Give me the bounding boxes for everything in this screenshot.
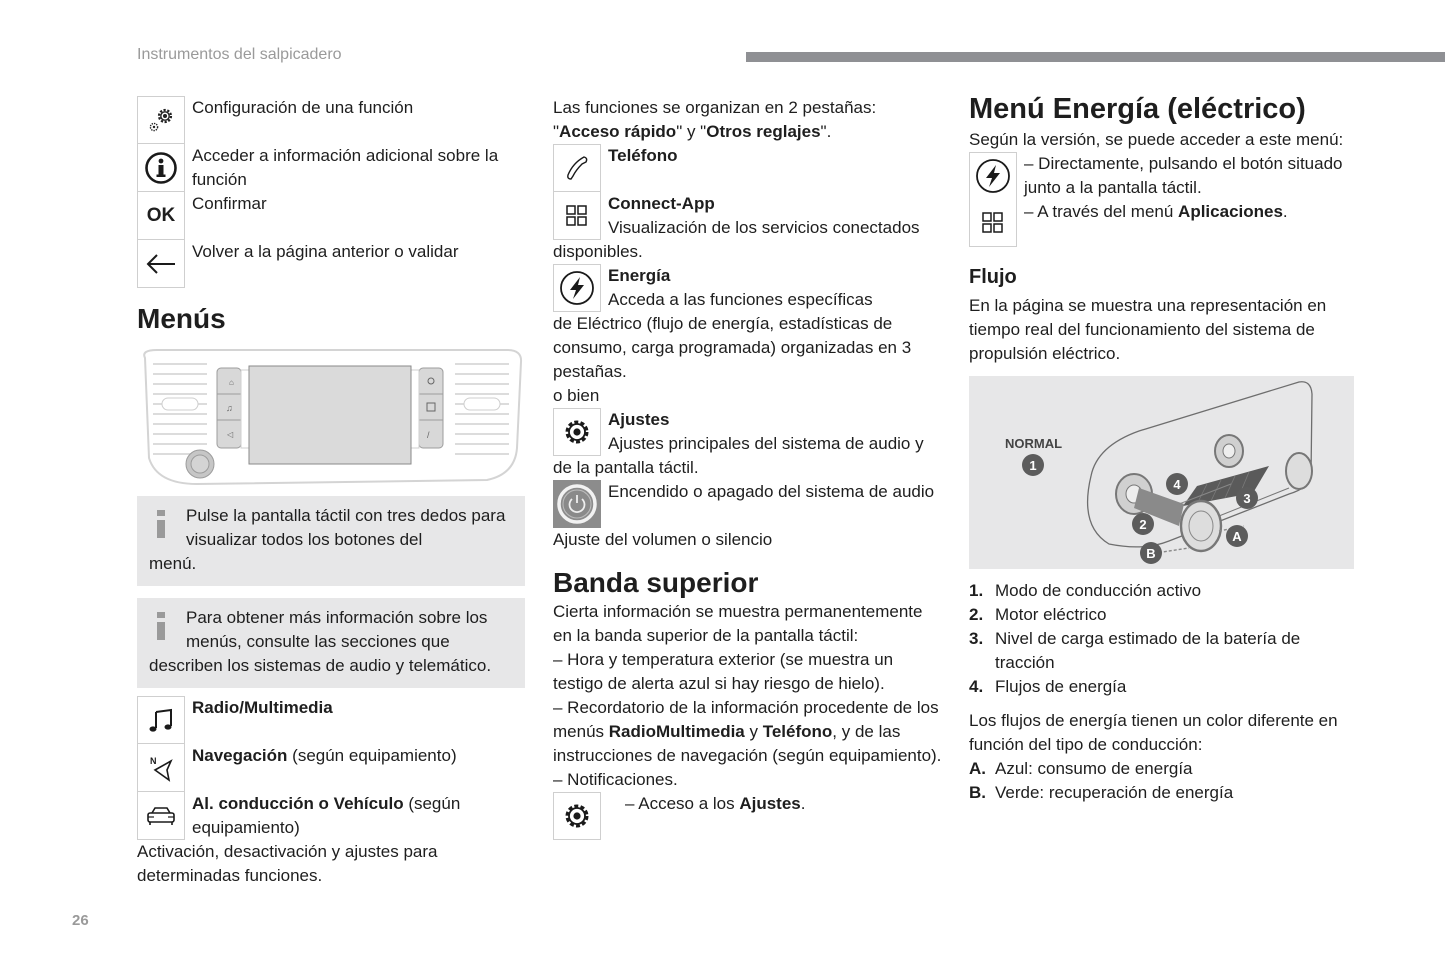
menu-item-vehicle bbox=[137, 792, 525, 840]
info-icon bbox=[137, 144, 185, 192]
diagram-legend-numbered bbox=[969, 579, 1359, 699]
svg-text:B: B bbox=[1146, 546, 1156, 561]
or-text: o bien bbox=[553, 386, 600, 405]
legend-item: 2. Motor eléctrico bbox=[969, 605, 1107, 624]
settings-gear-icon bbox=[553, 792, 601, 840]
power-button-icon bbox=[553, 480, 601, 528]
volume-description: Ajuste del volumen o silencio bbox=[553, 530, 773, 549]
ajustes-title: Ajustes bbox=[608, 410, 670, 429]
ajustes-description-continued: de la pantalla táctil. bbox=[553, 458, 699, 477]
tabs-names: "Acceso rápido" y "Otros reglajes". bbox=[553, 122, 832, 141]
energy-bolt-icon bbox=[553, 264, 601, 312]
menu-item-label: Navegación (según equipamiento) bbox=[192, 746, 457, 765]
energy-flow-diagram bbox=[969, 376, 1354, 569]
info-note-icon bbox=[157, 612, 165, 642]
legend-item: 4. Flujos de energía bbox=[969, 677, 1127, 696]
ok-label: OK bbox=[146, 204, 176, 226]
note-text: Pulse la pantalla táctil con tres dedos para visualizar todos los botones del bbox=[186, 506, 506, 549]
note-box bbox=[137, 496, 525, 586]
driving-mode-label: NORMAL bbox=[1005, 436, 1063, 451]
svg-text:◁: ◁ bbox=[227, 430, 234, 439]
svg-text:⌂: ⌂ bbox=[229, 378, 234, 387]
menu-item-navigation bbox=[137, 744, 525, 792]
banda-item: – Hora y temperatura exterior (se muestra un testigo de alerta azul si hay riesgo de hielo). bbox=[553, 650, 894, 693]
icon-legend-item bbox=[137, 192, 525, 240]
flujo-heading: Flujo bbox=[969, 266, 1017, 288]
energia-menu-heading: Menú Energía (eléctrico) bbox=[969, 93, 1306, 125]
ok-icon bbox=[137, 192, 185, 240]
banda-item-ajustes bbox=[553, 792, 945, 840]
function-energia bbox=[553, 264, 945, 312]
diagram-legend-lettered bbox=[969, 757, 1359, 805]
note-text: Para obtener más información sobre los menús, consulte las secciones que bbox=[186, 608, 488, 651]
back-arrow-icon bbox=[137, 240, 185, 288]
svg-text:2: 2 bbox=[1139, 517, 1147, 532]
energia-description: Acceda a las funciones específicas bbox=[608, 290, 873, 309]
access-apps: – A través del menú Aplicaciones. bbox=[1024, 202, 1288, 221]
svg-text:4: 4 bbox=[1173, 477, 1181, 492]
header-bar bbox=[746, 52, 1445, 62]
ok-description: Confirmar bbox=[192, 194, 267, 213]
settings-gear-icon bbox=[553, 408, 601, 456]
svg-text:♫: ♫ bbox=[226, 403, 233, 413]
banda-ajustes-text: – Acceso a los Ajustes. bbox=[625, 794, 806, 813]
svg-text:N: N bbox=[150, 755, 157, 766]
note-box bbox=[137, 598, 525, 688]
flow-colors-intro: Los flujos de energía tienen un color diferente en función del tipo de conducción: bbox=[969, 711, 1338, 754]
function-ajustes bbox=[553, 408, 945, 456]
function-power bbox=[553, 480, 945, 528]
power-description: Encendido o apagado del sistema de audio bbox=[608, 482, 935, 501]
svg-text:A: A bbox=[1232, 529, 1242, 544]
energia-title: Energía bbox=[608, 266, 671, 285]
energia-menu-intro: Según la versión, se puede acceder a este menú: bbox=[969, 130, 1344, 149]
column-3 bbox=[969, 92, 1359, 805]
gears-icon bbox=[137, 96, 185, 144]
icon-legend bbox=[137, 96, 525, 288]
banda-item: – Recordatorio de la información procedente de los menús RadioMultimedia y Teléfono, y de las instrucciones de navegación (según equipamiento). bbox=[553, 698, 942, 765]
gears-description: Configuración de una función bbox=[192, 98, 414, 117]
energia-description-continued: de Eléctrico (flujo de energía, estadísticas de consumo, carga programada) organizadas en 3 pestañas. bbox=[553, 314, 912, 381]
page-number: 26 bbox=[72, 912, 89, 929]
legend-item: B. Verde: recuperación de energía bbox=[969, 783, 1234, 802]
column-2 bbox=[553, 96, 945, 840]
dashboard-illustration bbox=[137, 348, 525, 486]
svg-text:3: 3 bbox=[1243, 491, 1251, 506]
navigation-icon bbox=[137, 744, 185, 792]
info-note-icon bbox=[157, 510, 165, 540]
phone-icon bbox=[553, 144, 601, 192]
running-header: Instrumentos del salpicadero bbox=[137, 46, 342, 63]
access-direct: – Directamente, pulsando el botón situado junto a la pantalla táctil. bbox=[1024, 154, 1343, 197]
banda-heading: Banda superior bbox=[553, 567, 759, 598]
connect-description: Visualización de los servicios conectados bbox=[608, 218, 920, 237]
menu-item-label: Radio/Multimedia bbox=[192, 698, 333, 717]
back-description: Volver a la página anterior o validar bbox=[192, 242, 459, 261]
menus-heading: Menús bbox=[137, 303, 226, 334]
note-text-continued: menú. bbox=[149, 554, 197, 573]
menu-item-label: Al. conducción o Vehículo (según equipamiento) bbox=[192, 794, 461, 837]
function-telefono bbox=[553, 144, 945, 192]
function-connect-app bbox=[553, 192, 945, 240]
flujo-text: En la página se muestra una representación en tiempo real del funcionamiento del sistema de propulsión eléctrico. bbox=[969, 296, 1327, 363]
apps-grid-icon bbox=[553, 192, 601, 240]
menu-functions-text: Activación, desactivación y ajustes para determinadas funciones. bbox=[137, 842, 438, 885]
column-1 bbox=[137, 96, 525, 888]
music-note-icon bbox=[137, 696, 185, 744]
legend-item: 3. Nivel de carga estimado de la batería de tracción bbox=[969, 629, 1301, 672]
svg-text:/: / bbox=[427, 430, 430, 440]
connect-title: Connect-App bbox=[608, 194, 715, 213]
legend-item: A. Azul: consumo de energía bbox=[969, 759, 1193, 778]
svg-text:1: 1 bbox=[1029, 458, 1037, 473]
legend-item: 1. Modo de conducción activo bbox=[969, 581, 1202, 600]
apps-grid-icon bbox=[969, 199, 1017, 247]
car-icon bbox=[137, 792, 185, 840]
menu-item-radio bbox=[137, 696, 525, 744]
ajustes-description: Ajustes principales del sistema de audio y bbox=[608, 434, 924, 453]
banda-item: – Notificaciones. bbox=[553, 770, 678, 789]
icon-legend-item bbox=[137, 96, 525, 144]
banda-intro: Cierta información se muestra permanentemente en la banda superior de la pantalla táctil: bbox=[553, 602, 923, 645]
telefono-title: Teléfono bbox=[608, 146, 678, 165]
info-description: Acceder a información adicional sobre la función bbox=[192, 146, 499, 189]
access-methods bbox=[969, 152, 1359, 248]
menu-icon-list bbox=[137, 696, 525, 840]
tabs-intro: Las funciones se organizan en 2 pestañas: bbox=[553, 98, 877, 117]
note-text-continued: describen los sistemas de audio y telemático. bbox=[149, 656, 492, 675]
connect-description-continued: disponibles. bbox=[553, 242, 643, 261]
icon-legend-item bbox=[137, 240, 525, 288]
icon-legend-item bbox=[137, 144, 525, 192]
energy-bolt-icon bbox=[969, 152, 1017, 200]
